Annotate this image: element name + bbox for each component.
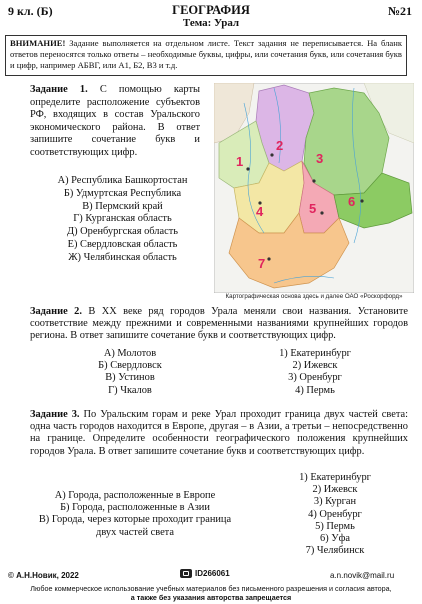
task2-right-item: 3) Оренбург xyxy=(288,372,342,384)
map-label-7: 7 xyxy=(258,256,266,271)
worksheet-number: №21 xyxy=(387,4,412,18)
task3-left-item: Б) Города, расположенные в Азии xyxy=(60,502,210,514)
task2-left-item: Б) Свердловск xyxy=(98,360,162,372)
task1-option: Г) Курганская область xyxy=(73,213,172,225)
task3-right-item: 1) Екатеринбург xyxy=(299,472,371,483)
task3-text: По Уральским горам и реке Урал проходит граница двух частей света: одна часть городов находится в Европе, другая – в Азии, а третьи – непосредственно на границе. Определите особенности географического положения крупнейших городов Урала. В ответ запишите сочетание букв и соответствующих цифр. xyxy=(30,409,409,457)
task1-option: Е) Свердловская область xyxy=(67,238,178,250)
footer-license-line1: Любое коммерческое использование учебных материалов без письменного разрешения и согласия автора, xyxy=(30,584,392,593)
task1-option: А) Республика Башкортостан xyxy=(57,175,188,186)
task2-right-item: 4) Пермь xyxy=(295,384,335,396)
task3-right-item: 6) Уфа xyxy=(320,533,350,545)
task2-left-item: А) Молотов xyxy=(103,348,157,359)
task1-option: В) Пермский край xyxy=(82,200,163,212)
map-label-3: 3 xyxy=(316,151,324,166)
task1-statement xyxy=(30,84,200,160)
task1-option: Ж) Челябинская область xyxy=(68,251,177,263)
task3-right-item: 3) Курган xyxy=(313,496,357,508)
task1-title: Задание 1. xyxy=(30,84,88,95)
topic-title: Тема: Урал xyxy=(182,17,240,29)
task2-text: В XX веке ряд городов Урала меняли свои названия. Установите соответствие между прежними и современными названиями крупнейших городов региона. В ответ запишите сочетание букв и соответствующих цифр. xyxy=(30,306,409,342)
task3-right-item: 2) Ижевск xyxy=(312,484,358,496)
map-label-4: 4 xyxy=(256,204,264,219)
map-label-2: 2 xyxy=(276,138,284,153)
task2-statement xyxy=(30,306,408,343)
task3-right-item: 4) Оренбург xyxy=(308,508,362,520)
task2-left-item: В) Устинов xyxy=(105,372,155,384)
footer-email[interactable] xyxy=(330,571,394,580)
id-icon xyxy=(180,569,192,578)
footer-id-block xyxy=(180,569,230,578)
map-label-6: 6 xyxy=(348,194,356,209)
task3-right-item: 5) Пермь xyxy=(315,520,355,532)
footer-author: © А.Н.Новик, 2022 xyxy=(8,571,79,580)
notice-text: Задание выполняется на отдельном листе. Текст задания не переписывается. На бланк ответов переносятся только ответы – необходимые буквы, цифры, или сочетания букв, или сочетания букв и цифр, например АБВГ, или А1, Б2, В3 и т.д. xyxy=(10,38,402,70)
notice-box xyxy=(5,35,407,76)
notice-lead: ВНИМАНИЕ! xyxy=(10,38,66,48)
footer-license-line2: а также без указания авторства запрещается xyxy=(130,593,292,602)
map-caption: Картографическая основа здесь и далее ОАО «Роскорфорд» xyxy=(225,293,403,300)
ural-map xyxy=(214,83,414,293)
map-label-5: 5 xyxy=(309,201,317,216)
subject-title: ГЕОГРАФИЯ xyxy=(172,3,250,17)
task2-left-item: Г) Чкалов xyxy=(108,384,152,396)
task2-right-item: 2) Ижевск xyxy=(292,360,338,372)
task3-left-item: А) Города, расположенные в Европе xyxy=(54,490,216,501)
task2-title: Задание 2. xyxy=(30,306,82,317)
footer-id: ID266061 xyxy=(195,569,230,578)
task3-left-item: В) Города, через которые проходит граница двух частей света xyxy=(38,514,232,538)
task3-title: Задание 3. xyxy=(30,409,80,420)
footer-email-text[interactable]: a.n.novik@mail.ru xyxy=(330,571,395,580)
task1-options xyxy=(30,175,215,265)
task3-right-item: 7) Челябинск xyxy=(305,545,365,557)
task3-left-column xyxy=(35,490,235,539)
grade-label: 9 кл. (Б) xyxy=(8,4,53,18)
task2-right-column xyxy=(240,348,390,397)
task2-right-item: 1) Екатеринбург xyxy=(279,348,351,359)
task3-right-column xyxy=(270,472,400,557)
map-label-1: 1 xyxy=(236,154,244,169)
task1-text: С помощью карты определите расположение субъектов РФ, входящих в состав Уральского экономического района. В ответ запишите сочетание букв и соответствующих цифр. xyxy=(30,84,200,158)
task2-left-column xyxy=(60,348,200,397)
task3-statement xyxy=(30,409,408,458)
task1-option: Д) Оренбургская область xyxy=(67,226,178,238)
task1-option: Б) Удмуртская Республика xyxy=(63,187,182,199)
